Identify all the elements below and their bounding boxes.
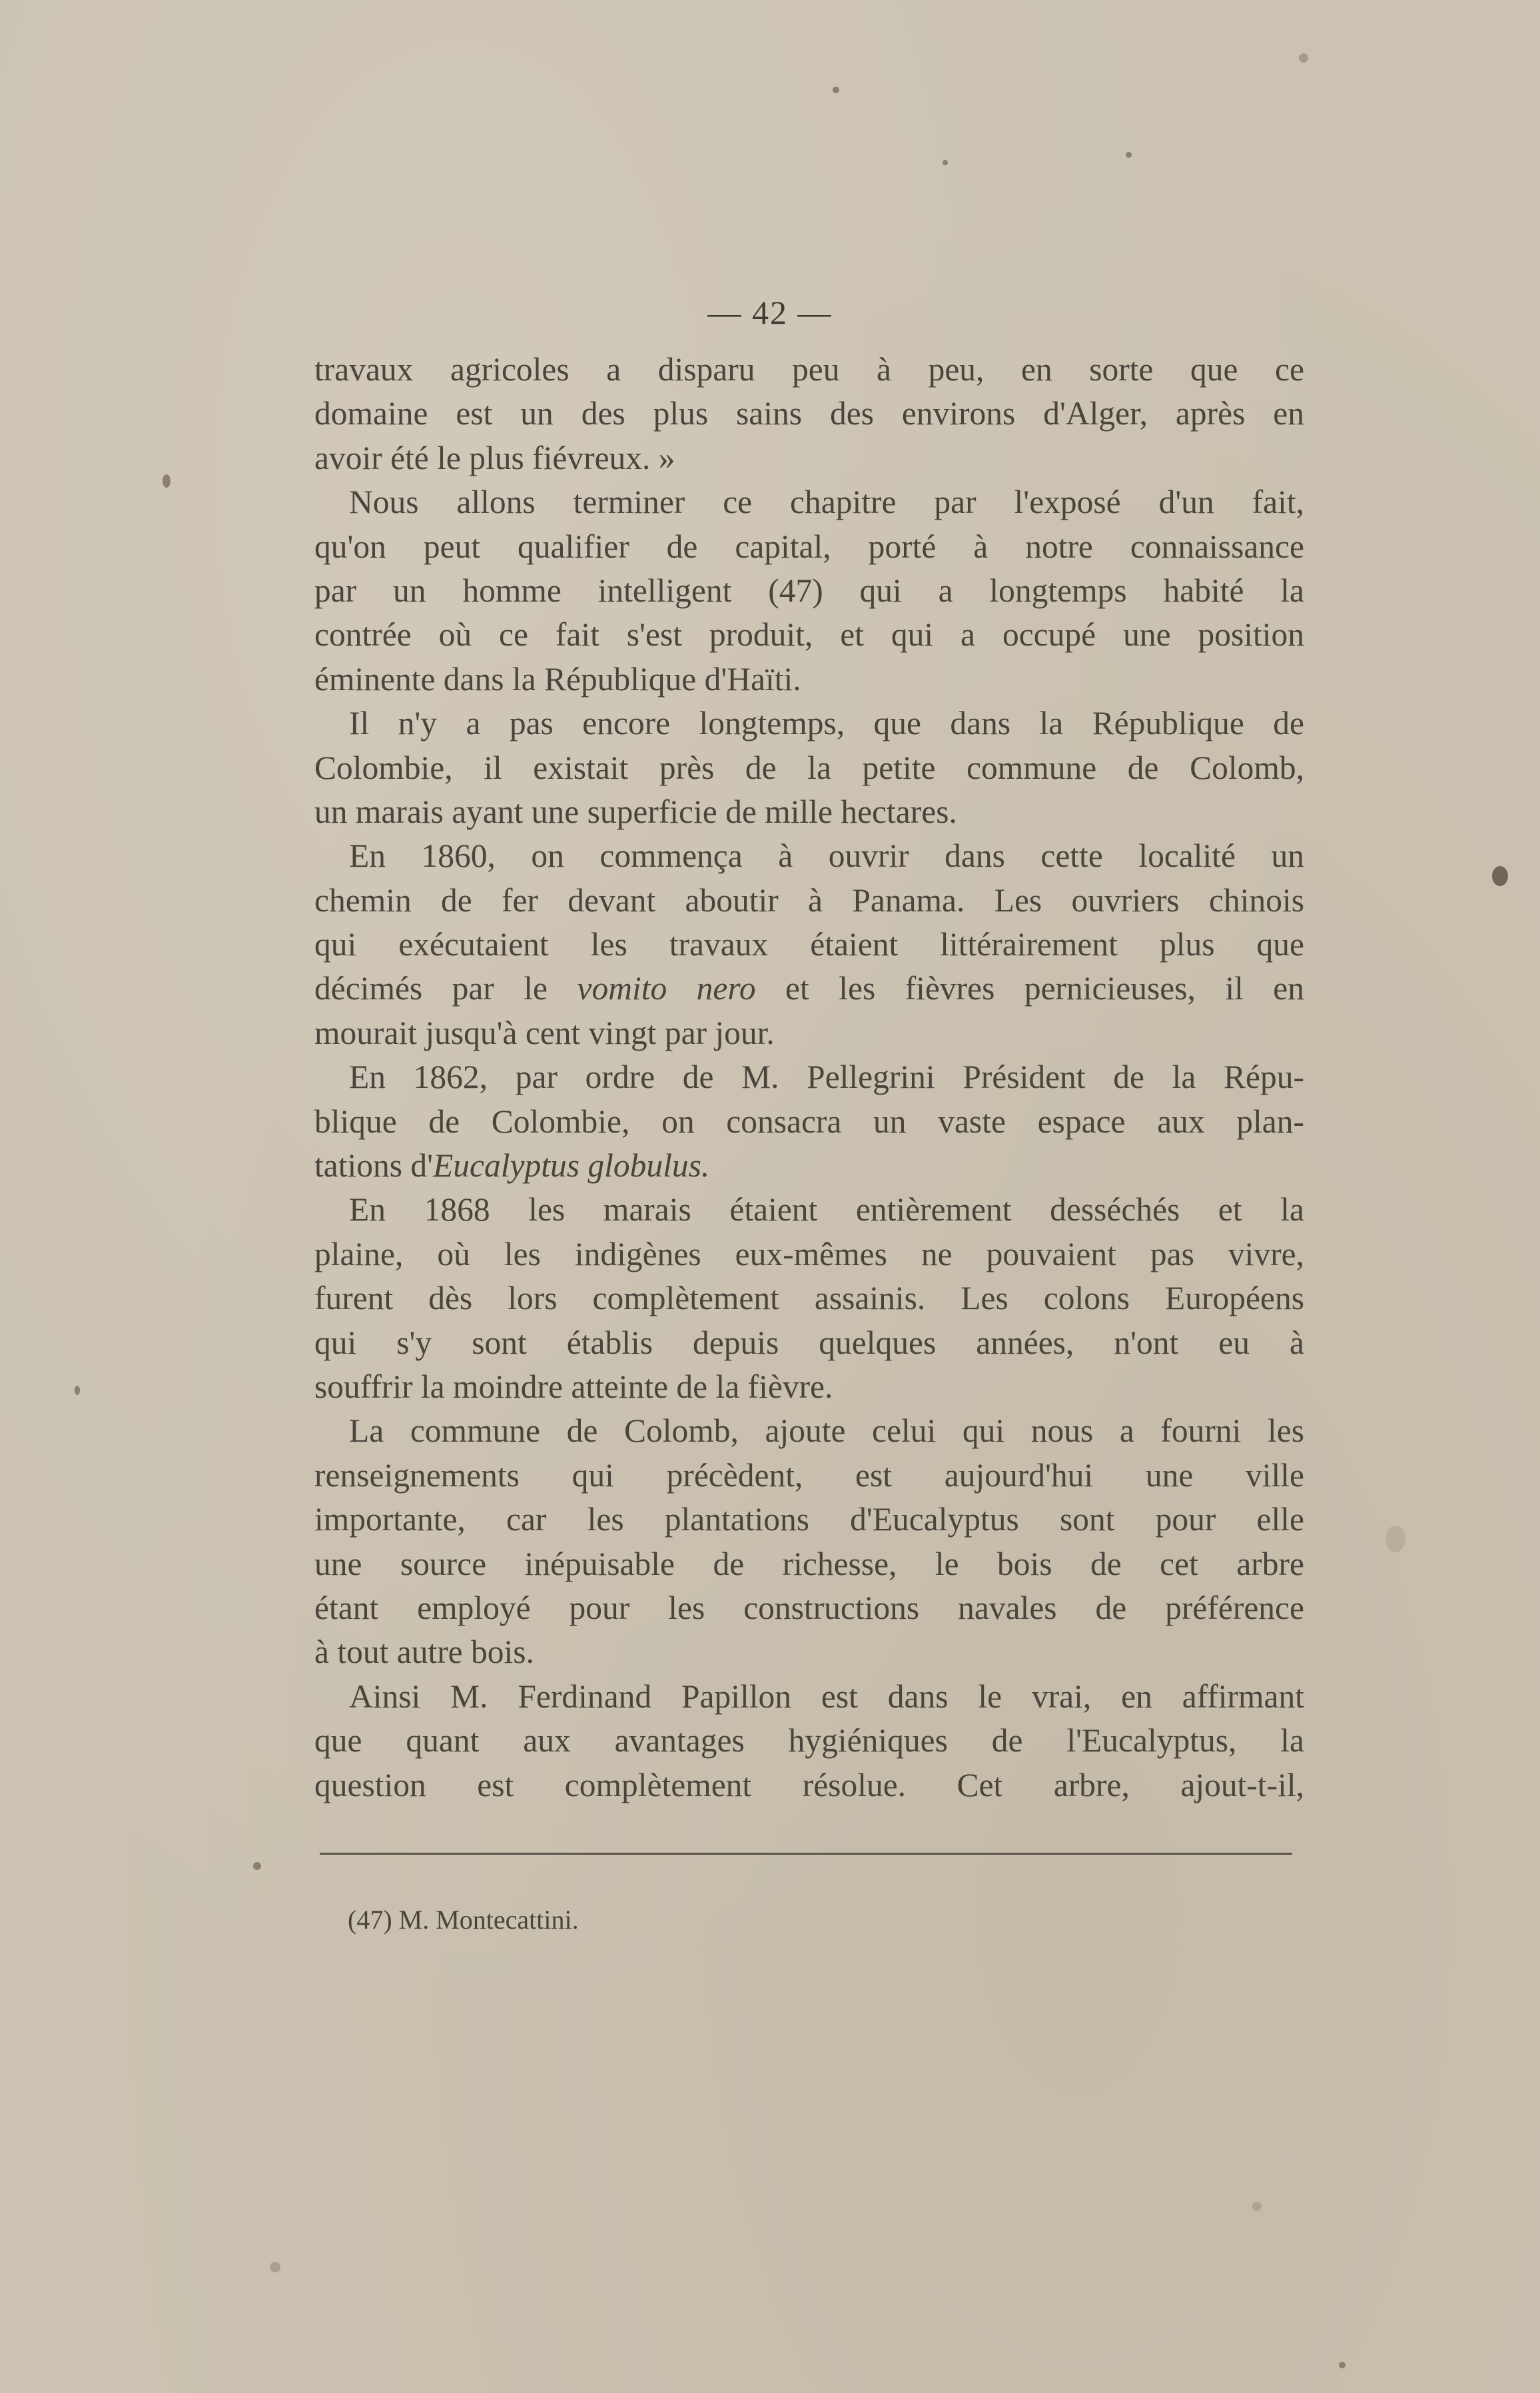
text-span: En 1862, par ordre de M. Pellegrini Président de la Répu- (349, 1059, 1304, 1096)
text-span: contrée où ce fait s'est produit, et qui a occupé une position (314, 616, 1304, 654)
text-line (314, 834, 1304, 878)
italic-text: vomito nero (577, 970, 756, 1007)
text-span: avoir été le plus fiévreux. » (314, 439, 675, 476)
text-span: Ainsi M. Ferdinand Papillon est dans le vrai, en affirmant (349, 1677, 1304, 1715)
text-line (314, 1055, 1304, 1099)
text-line (314, 348, 1304, 392)
text-line (314, 613, 1304, 657)
text-span: furent dès lors complètement assainis. Les colons Européens (314, 1280, 1304, 1317)
text-span: importante, car les plantations d'Eucalyptus sont pour elle (314, 1501, 1304, 1538)
paper-speck (270, 2262, 280, 2272)
text-line (314, 392, 1304, 436)
text-span: qu'on peut qualifier de capital, porté à notre connaissance (314, 528, 1304, 565)
text-line (314, 1763, 1304, 1807)
paper-speck (1385, 1526, 1405, 1552)
text-line (314, 1232, 1304, 1276)
text-span: souffrir la moindre atteinte de la fièvre. (314, 1368, 833, 1405)
italic-text: Eucalyptus globulus. (433, 1147, 710, 1185)
text-span: domaine est un des plus sains des environs d'Alger, après en (314, 395, 1304, 432)
text-span: renseignements qui précèdent, est aujourd'hui une ville (314, 1456, 1304, 1494)
text-span: à tout autre bois. (314, 1634, 534, 1671)
text-line (314, 1719, 1304, 1763)
text-span: chemin de fer devant aboutir à Panama. Les ouvriers chinois (314, 881, 1304, 919)
text-line (314, 967, 1304, 1011)
text-span: mourait jusqu'à cent vingt par jour. (314, 1014, 775, 1051)
text-span: un marais ayant une superficie de mille hectares. (314, 793, 957, 830)
text-line (314, 1586, 1304, 1630)
text-span: étant employé pour les constructions navales de préférence (314, 1589, 1304, 1626)
text-span: par un homme intelligent (47) qui a longtemps habité la (314, 572, 1304, 609)
paper-speck (1492, 866, 1508, 886)
text-line (314, 658, 1304, 702)
text-span: Il n'y a pas encore longtemps, que dans la République de (349, 705, 1304, 742)
text-line (314, 923, 1304, 967)
text-line (314, 702, 1304, 745)
text-line (314, 480, 1304, 524)
paper-speck (943, 160, 948, 165)
paper-speck (253, 1862, 261, 1870)
paper-speck (163, 474, 171, 488)
text-span: décimés par le (314, 970, 578, 1007)
text-line (314, 436, 1304, 480)
text-line (314, 1011, 1304, 1055)
body-text (314, 348, 1304, 1807)
text-span: plaine, où les indigènes eux-mêmes ne pouvaient pas vivre, (314, 1235, 1304, 1272)
paper-speck (1299, 53, 1308, 63)
page-number: — 42 — (707, 294, 833, 331)
text-line (314, 1454, 1304, 1498)
text-line (314, 879, 1304, 923)
text-span: Colombie, il existait près de la petite commune de Colomb, (314, 749, 1304, 786)
text-line (314, 569, 1304, 613)
text-line (314, 1542, 1304, 1586)
text-span: travaux agricoles a disparu peu à peu, en sorte que ce (314, 351, 1304, 388)
footnote-divider (320, 1853, 1292, 1855)
text-line (314, 1498, 1304, 1542)
text-span: La commune de Colomb, ajoute celui qui nous a fourni les (349, 1412, 1304, 1450)
paper-speck (833, 87, 839, 93)
text-line (314, 746, 1304, 790)
text-span: blique de Colombie, on consacra un vaste espace aux plan- (314, 1103, 1304, 1140)
text-span: et les fièvres pernicieuses, il en (755, 970, 1304, 1007)
paper-speck (1252, 2202, 1262, 2211)
text-span: En 1860, on commença à ouvrir dans cette localité un (349, 837, 1304, 875)
text-line (314, 1144, 1304, 1188)
text-line (314, 1188, 1304, 1232)
text-span: question est complètement résolue. Cet arbre, ajout-t-il, (314, 1766, 1304, 1803)
footnote: (47) M. Montecattini. (348, 1905, 579, 1935)
text-line (314, 1409, 1304, 1453)
text-span: que quant aux avantages hygiéniques de l'Eucalyptus, la (314, 1722, 1304, 1759)
text-line (314, 1276, 1304, 1320)
text-span: qui exécutaient les travaux étaient littérairement plus que (314, 926, 1304, 963)
paper-speck (1126, 152, 1132, 158)
text-line (314, 790, 1304, 834)
text-line (314, 1675, 1304, 1719)
text-line (314, 525, 1304, 569)
text-line (314, 1630, 1304, 1674)
text-span: éminente dans la République d'Haïti. (314, 660, 801, 698)
paper-speck (75, 1386, 80, 1395)
text-span: qui s'y sont établis depuis quelques années, n'ont eu à (314, 1324, 1304, 1361)
text-span: une source inépuisable de richesse, le bois de cet arbre (314, 1545, 1304, 1582)
text-span: En 1868 les marais étaient entièrement desséchés et la (349, 1191, 1304, 1228)
text-line (314, 1365, 1304, 1409)
text-span: Nous allons terminer ce chapitre par l'exposé d'un fait, (349, 484, 1304, 521)
text-span: tations d' (314, 1147, 434, 1185)
text-line (314, 1100, 1304, 1144)
text-line (314, 1321, 1304, 1365)
paper-speck (1339, 2362, 1346, 2368)
